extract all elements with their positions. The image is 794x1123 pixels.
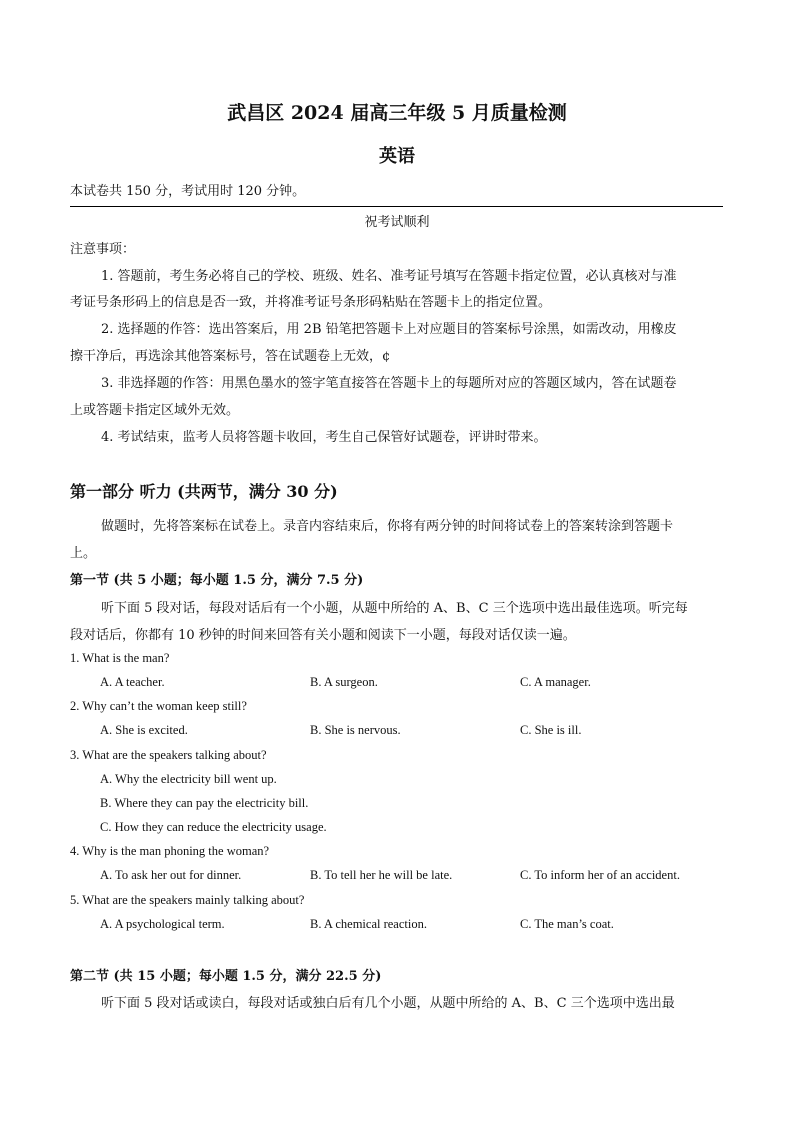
note-2-line-2: 擦干净后，再选涂其他答案标号，答在试题卷上无效，¢ <box>70 349 391 364</box>
question-4-option-b: B. To tell her he will be late. <box>310 868 453 882</box>
question-1-option-b: B. A surgeon. <box>310 675 378 689</box>
question-5: 5. What are the speakers mainly talking about? <box>70 893 305 907</box>
question-3-option-a: A. Why the electricity bill went up. <box>100 772 277 786</box>
question-2-option-c: C. She is ill. <box>520 723 582 737</box>
part-one-intro-line-1: 做题时，先将答案标在试卷上。录音内容结束后，你将有两分钟的时间将试卷上的答案转涂到答题卡 <box>101 519 674 534</box>
question-1-option-c: C. A manager. <box>520 675 591 689</box>
page-title: 武昌区 2024 届高三年级 5 月质量检测 <box>227 102 567 124</box>
part-one-intro-line-2: 上。 <box>70 546 97 561</box>
header-divider <box>70 206 723 207</box>
section-two-heading: 第二节 (共 15 小题；每小题 1.5 分，满分 22.5 分) <box>70 969 382 984</box>
part-one-heading: 第一部分 听力 (共两节，满分 30 分) <box>70 482 338 501</box>
question-4-option-a: A. To ask her out for dinner. <box>100 868 242 882</box>
section-one-intro-line-1: 听下面 5 段对话，每段对话后有一个小题，从题中所给的 A、B、C 三个选项中选出最佳选项。听完每 <box>101 601 688 616</box>
question-4: 4. Why is the man phoning the woman? <box>70 844 270 858</box>
question-3-option-c: C. How they can reduce the electricity usage. <box>100 820 327 834</box>
question-3: 3. What are the speakers talking about? <box>70 748 267 762</box>
good-luck-text: 祝考试顺利 <box>364 215 430 230</box>
question-2-option-a: A. She is excited. <box>100 723 188 737</box>
section-two-intro-line-1: 听下面 5 段对话或读白，每段对话或独白后有几个小题，从题中所给的 A、B、C 三个选项中选出最 <box>101 996 675 1011</box>
question-2-option-b: B. She is nervous. <box>310 723 401 737</box>
exam-info: 本试卷共 150 分，考试用时 120 分钟。 <box>70 184 306 199</box>
note-2-line-1: 2. 选择题的作答：选出答案后，用 2B 铅笔把答题卡上对应题目的答案标号涂黑，如需改动，用橡皮 <box>101 322 677 337</box>
question-5-option-c: C. The man’s coat. <box>520 917 614 931</box>
question-5-option-b: B. A chemical reaction. <box>310 917 427 931</box>
section-one-heading: 第一节 (共 5 小题；每小题 1.5 分，满分 7.5 分) <box>70 573 364 588</box>
note-4: 4. 考试结束，监考人员将答题卡收回，考生自己保管好试题卷，评讲时带来。 <box>101 430 547 445</box>
question-4-option-c: C. To inform her of an accident. <box>520 868 680 882</box>
subject-title: 英语 <box>379 146 415 167</box>
note-1-line-1: 1. 答题前，考生务必将自己的学校、班级、姓名、准考证号填写在答题卡指定位置，必认真核对与准 <box>101 269 677 284</box>
question-2: 2. Why can’t the woman keep still? <box>70 699 247 713</box>
question-3-option-b: B. Where they can pay the electricity bill. <box>100 796 309 810</box>
section-one-intro-line-2: 段对话后，你都有 10 秒钟的时间来回答有关小题和阅读下一小题，每段对话仅读一遍。 <box>70 628 576 643</box>
note-3-line-1: 3. 非选择题的作答：用黑色墨水的签字笔直接答在答题卡上的每题所对应的答题区域内，答在试题卷 <box>101 376 677 391</box>
note-3-line-2: 上或答题卡指定区域外无效。 <box>70 403 240 418</box>
question-1: 1. What is the man? <box>70 651 170 665</box>
notes-heading: 注意事项： <box>70 242 136 257</box>
question-5-option-a: A. A psychological term. <box>100 917 225 931</box>
note-1-line-2: 考证号条形码上的信息是否一致，并将准考证号条形码粘贴在答题卡上的指定位置。 <box>70 295 552 310</box>
question-1-option-a: A. A teacher. <box>100 675 165 689</box>
